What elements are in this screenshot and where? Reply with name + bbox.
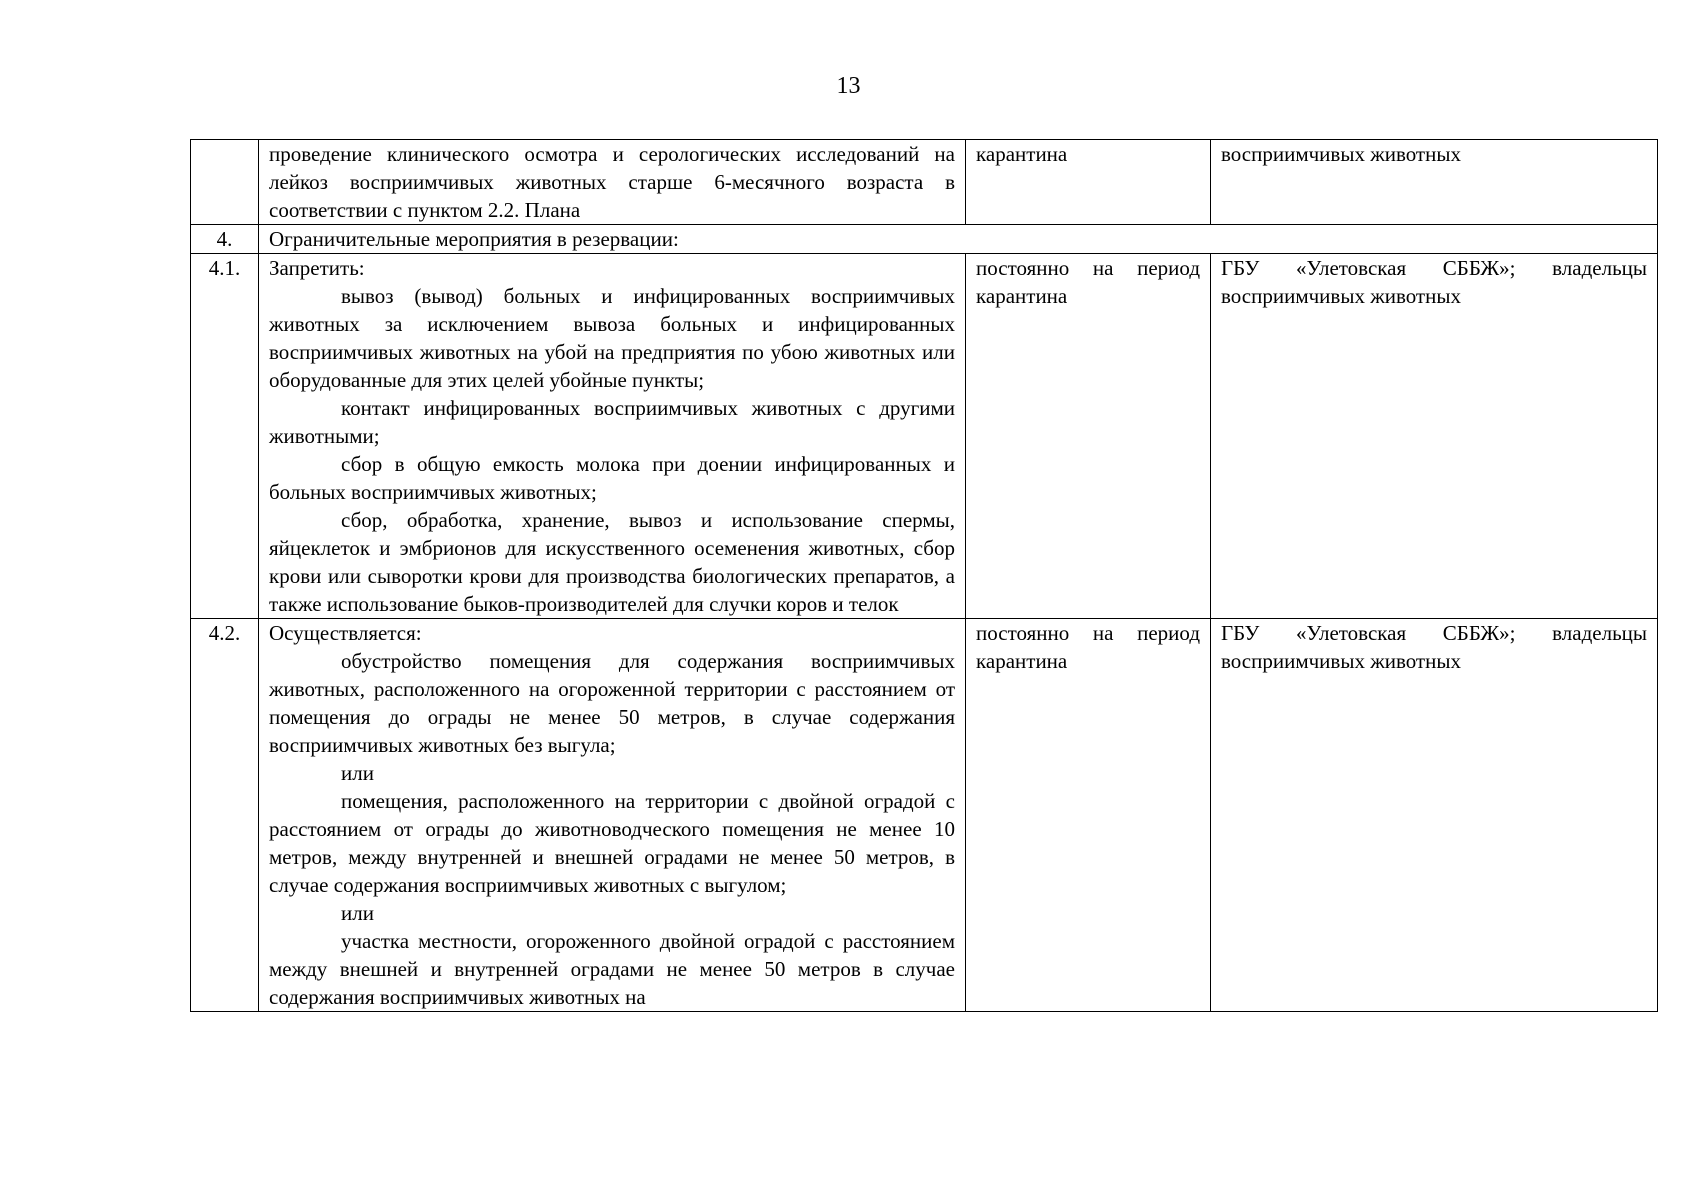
- section-title: Ограничительные мероприятия в резервации:: [259, 225, 1658, 254]
- term-cell: постоянно на период карантина: [966, 619, 1211, 1012]
- measure-paragraph: вывоз (вывод) больных и инфицированных восприимчивых животных за исключением вывоза больных и инфицированных восприимчивых животных на убой на предприятия по убою животных или оборудованные для этих целей убойные пункты;: [269, 284, 955, 392]
- measure-paragraph: участка местности, огороженного двойной оградой с расстоянием между внешней и внутренней оградами не менее 50 метров в случае содержания восприимчивых животных на: [269, 929, 955, 1009]
- table-row-continuation: [191, 140, 1658, 225]
- measure-paragraph: обустройство помещения для содержания восприимчивых животных, расположенного на огороженной территории с расстоянием от помещения до ограды не менее 50 метров, в случае содержания восприимчивых животных без выгула;: [269, 649, 955, 757]
- measure-text: [259, 619, 966, 1012]
- measure-paragraph: или: [341, 901, 374, 925]
- table-row-4-1: [191, 254, 1658, 619]
- row-number: 4.2.: [191, 619, 259, 1012]
- measure-paragraph: проведение клинического осмотра и серологических исследований на лейкоз восприимчивых животных старше 6-месячного возраста в соответствии с пунктом 2.2. Плана: [269, 142, 955, 222]
- row-number: 4.: [191, 225, 259, 254]
- measure-text: [259, 254, 966, 619]
- measure-text: [259, 140, 966, 225]
- measure-paragraph: контакт инфицированных восприимчивых животных с другими животными;: [269, 396, 955, 448]
- table-row-4-2: [191, 619, 1658, 1012]
- page-number: 13: [836, 73, 861, 99]
- responsible-cell: восприимчивых животных: [1211, 140, 1658, 225]
- measure-paragraph: или: [341, 761, 374, 785]
- row-number: [191, 140, 259, 225]
- measures-table: [190, 139, 1658, 1012]
- table-row-section-4: [191, 225, 1658, 254]
- measure-paragraph: помещения, расположенного на территории с двойной оградой с расстоянием от ограды до животноводческого помещения не менее 10 метров, между внутренней и внешней оградами не менее 50 метров, в случае содержания восприимчивых животных с выгулом;: [269, 789, 955, 897]
- responsible-cell: ГБУ «Улетовская СББЖ»; владельцы восприимчивых животных: [1211, 254, 1658, 619]
- term-cell: постоянно на период карантина: [966, 254, 1211, 619]
- measure-paragraph: сбор, обработка, хранение, вывоз и использование спермы, яйцеклеток и эмбрионов для искусственного осеменения животных, сбор крови или сыворотки крови для производства биологических препаратов, а также использование быков-производителей для случки коров и телок: [269, 508, 955, 616]
- measure-lead: Запретить:: [269, 256, 365, 280]
- measure-paragraph: сбор в общую емкость молока при доении инфицированных и больных восприимчивых животных;: [269, 452, 955, 504]
- responsible-cell: ГБУ «Улетовская СББЖ»; владельцы восприимчивых животных: [1211, 619, 1658, 1012]
- measure-lead: Осуществляется:: [269, 621, 422, 645]
- row-number: 4.1.: [191, 254, 259, 619]
- term-cell: карантина: [966, 140, 1211, 225]
